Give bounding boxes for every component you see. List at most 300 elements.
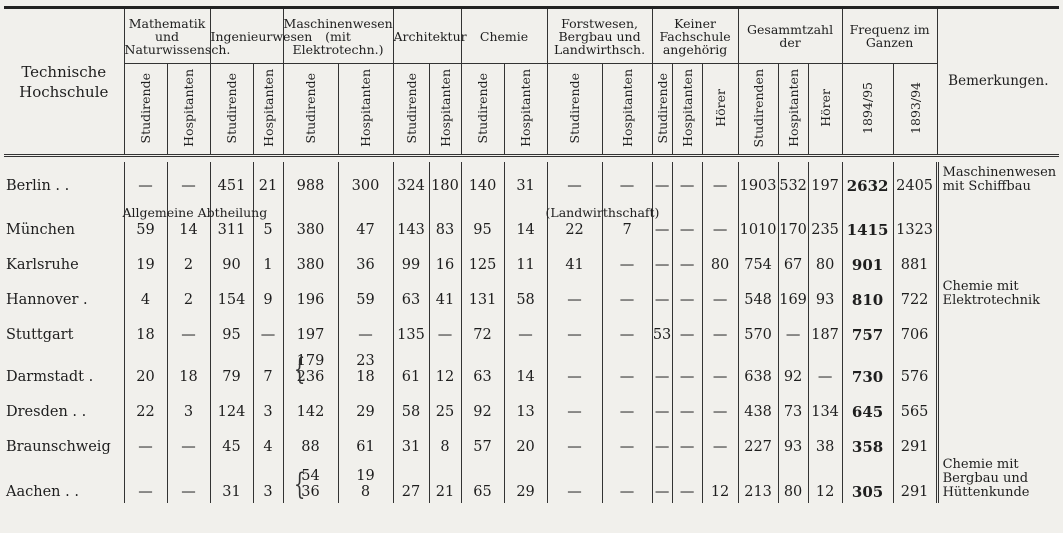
- table-cell: [702, 276, 738, 311]
- cell-value: 380: [296, 222, 325, 238]
- cell-value: 80: [710, 257, 730, 273]
- cell-value: 22: [565, 222, 584, 238]
- table-cell: [778, 162, 808, 197]
- table-cell: [808, 241, 842, 276]
- table-cell: [652, 423, 672, 458]
- subheader-label: Hospitanten: [619, 69, 635, 147]
- header-group-maschinen: Maschinenwesen (mit Elektrotechn.): [283, 8, 393, 64]
- cell-value: —: [654, 404, 670, 420]
- cell-value: 142: [296, 404, 325, 420]
- table-cell: [672, 162, 702, 197]
- cell-value: —: [712, 292, 728, 308]
- cell-value: 196: [296, 292, 325, 308]
- cell-value: 358: [851, 438, 884, 456]
- remark: [937, 241, 1059, 276]
- table-cell: [504, 241, 547, 276]
- cell-value: 532: [779, 178, 807, 194]
- table-cell: [842, 311, 893, 346]
- cell-value: 135: [397, 327, 425, 343]
- table-cell: [253, 346, 283, 388]
- table-cell: [393, 276, 429, 311]
- cell-value: 45: [222, 439, 241, 455]
- cell-value: 18: [136, 327, 155, 343]
- cell-value: 235: [811, 222, 839, 238]
- subheader-8-0: [842, 64, 893, 156]
- header-group-chemie: Chemie: [461, 8, 547, 64]
- table-cell: [808, 162, 842, 197]
- table-cell: [778, 346, 808, 388]
- cell-value: 311: [217, 222, 246, 238]
- cell-value: —: [567, 484, 582, 500]
- table-cell: [338, 276, 393, 311]
- school-name: Darmstadt .: [6, 369, 94, 385]
- school-name: Karlsruhe: [6, 257, 79, 273]
- cell-value: —: [785, 327, 801, 343]
- cell-value: —: [712, 439, 728, 455]
- table-cell: [504, 388, 547, 423]
- cell-value: 213: [744, 484, 772, 500]
- cell-value: 20: [516, 439, 535, 455]
- table-cell: [547, 311, 602, 346]
- remark: [937, 388, 1059, 423]
- table-cell: [842, 423, 893, 458]
- cell-line: { 54: [301, 468, 320, 484]
- cell-value: —: [619, 484, 635, 500]
- cell-value: 170: [779, 222, 807, 238]
- table-cell: [672, 423, 702, 458]
- cell-value: —: [619, 292, 635, 308]
- remark: [937, 423, 1059, 458]
- subheader-7-0: [738, 64, 778, 156]
- cell-value: —: [567, 369, 582, 385]
- cell-value: —: [260, 327, 276, 343]
- cell-value: 19: [136, 257, 155, 273]
- subheader-6-0: [652, 64, 672, 156]
- table-cell: [504, 276, 547, 311]
- cell-value: —: [619, 257, 635, 273]
- cell-value: 99: [401, 257, 421, 273]
- table-cell: [253, 241, 283, 276]
- table-cell: [893, 162, 937, 197]
- table-cell: [167, 346, 210, 388]
- table-cell: [429, 423, 461, 458]
- subheader-7-2: [808, 64, 842, 156]
- table-cell: [210, 423, 253, 458]
- table-cell: [504, 197, 547, 241]
- cell-line: 23: [356, 353, 375, 369]
- table-cell: [124, 311, 167, 346]
- subheader-4-1: [504, 64, 547, 156]
- table-cell: [210, 388, 253, 423]
- table-cell: [283, 423, 338, 458]
- table-cell: [672, 346, 702, 388]
- cell-value: 1415: [846, 221, 889, 239]
- remark: [937, 276, 1059, 311]
- table-cell: [808, 458, 842, 503]
- table-cell: [461, 197, 504, 241]
- table-cell: [253, 311, 283, 346]
- cell-value: —: [358, 327, 373, 343]
- table-cell: [672, 311, 702, 346]
- cell-value: —: [654, 257, 670, 273]
- table-cell: [547, 423, 602, 458]
- table-cell: [504, 423, 547, 458]
- cell-value: 438: [744, 404, 772, 420]
- table-cell: [124, 458, 167, 503]
- cell-value: —: [679, 222, 695, 238]
- cell-value: 180: [431, 178, 459, 194]
- table-cell: [602, 423, 652, 458]
- cell-value: 722: [900, 292, 929, 308]
- cell-value: 645: [851, 403, 884, 421]
- cell-value: 300: [351, 178, 380, 194]
- table-cell: [283, 388, 338, 423]
- cell-value: 227: [744, 439, 772, 455]
- table-cell: [253, 423, 283, 458]
- table-cell: [124, 423, 167, 458]
- cell-value: 7: [622, 222, 632, 238]
- cell-value: —: [138, 484, 153, 500]
- table-cell: [429, 162, 461, 197]
- table-cell: [338, 423, 393, 458]
- cell-value: —: [567, 292, 582, 308]
- table-cell: [124, 276, 167, 311]
- subheader-3-0: [393, 64, 429, 156]
- cell-value: 31: [401, 439, 421, 455]
- table-cell: [504, 162, 547, 197]
- cell-value: 706: [900, 327, 929, 343]
- cell-value: —: [654, 178, 670, 194]
- subheader-1-1: [253, 64, 283, 156]
- frequency-table: [4, 6, 1059, 503]
- table-cell: [393, 458, 429, 503]
- cell-value: —: [654, 439, 670, 455]
- school-name: Berlin . .: [6, 178, 70, 194]
- cell-value: 18: [179, 369, 198, 385]
- table-cell: [602, 162, 652, 197]
- table-cell: [602, 388, 652, 423]
- table-cell: [429, 276, 461, 311]
- cell-value: 58: [401, 404, 421, 420]
- remark-text: Chemie mit Bergbau und Hüttenkunde: [942, 457, 1030, 500]
- cell-value: —: [619, 369, 635, 385]
- cell-value: 3: [183, 404, 194, 420]
- cell-value: 73: [783, 404, 803, 420]
- cell-value: 754: [744, 257, 772, 273]
- table-row: [4, 423, 1059, 458]
- cell-value: —: [567, 439, 582, 455]
- remark-text: Chemie mit Elektrotechnik: [942, 279, 1041, 308]
- cell-value: 3: [263, 484, 273, 500]
- table-cell: [702, 241, 738, 276]
- table-cell: [778, 197, 808, 241]
- subheader-7-1: [778, 64, 808, 156]
- cell-value: 95: [222, 327, 241, 343]
- cell-value: —: [679, 369, 695, 385]
- cell-value: 38: [815, 439, 835, 455]
- table-cell: [778, 241, 808, 276]
- cell-value: 4: [263, 439, 273, 455]
- cell-value: 80: [815, 257, 835, 273]
- table-cell: [778, 388, 808, 423]
- cell-value: 2: [183, 257, 194, 273]
- table-cell: [672, 241, 702, 276]
- cell-value: —: [712, 404, 728, 420]
- table-cell: [893, 241, 937, 276]
- table-cell: [738, 311, 778, 346]
- cell-value: —: [654, 369, 670, 385]
- cell-value: —: [654, 484, 670, 500]
- table-cell: [393, 346, 429, 388]
- subheader-label: Studirende: [475, 72, 491, 144]
- table-cell: [547, 276, 602, 311]
- cell-value: 124: [217, 404, 246, 420]
- table-cell: [210, 276, 253, 311]
- cell-value: —: [181, 484, 196, 500]
- cell-value: 31: [516, 178, 535, 194]
- table-cell: [393, 162, 429, 197]
- subheader-label: Hospitanten: [679, 69, 695, 147]
- table-cell: [778, 311, 808, 346]
- cell-value: 13: [516, 404, 535, 420]
- cell-value: 22: [136, 404, 155, 420]
- table-cell: [504, 346, 547, 388]
- table-cell: [672, 458, 702, 503]
- frequency-table-page: [4, 6, 1059, 528]
- remark: [937, 458, 1059, 503]
- table-cell: [702, 458, 738, 503]
- cell-value: 638: [744, 369, 772, 385]
- table-cell: [893, 346, 937, 388]
- header-group-forst: Forstwesen, Bergbau und Landwirthsch.: [547, 8, 652, 64]
- table-cell: [547, 388, 602, 423]
- header-group-architektur: Architektur: [393, 8, 461, 64]
- remark: [937, 311, 1059, 346]
- table-cell: [738, 458, 778, 503]
- table-cell: [893, 388, 937, 423]
- table-cell: [253, 458, 283, 503]
- table-cell: [167, 423, 210, 458]
- table-cell: [461, 346, 504, 388]
- cell-value: 881: [900, 257, 929, 273]
- table-cell: [429, 197, 461, 241]
- remark: [937, 346, 1059, 388]
- table-cell: [167, 241, 210, 276]
- cell-value: 58: [516, 292, 535, 308]
- table-cell: [842, 458, 893, 503]
- cell-value: 41: [435, 292, 455, 308]
- table-cell: [702, 197, 738, 241]
- table-cell: [808, 311, 842, 346]
- remark: [937, 162, 1059, 197]
- cell-value: 730: [851, 368, 884, 386]
- cell-value: 9: [263, 292, 273, 308]
- cell-line: 18: [356, 369, 375, 385]
- cell-value: 21: [258, 178, 278, 194]
- subheader-label: Hospitanten: [518, 69, 534, 147]
- cell-line: 36: [301, 484, 320, 500]
- table-cell: [210, 162, 253, 197]
- cell-value: —: [679, 327, 695, 343]
- cell-value: 36: [356, 257, 375, 273]
- header-group-frequenz: Frequenz im Ganzen: [842, 8, 937, 64]
- cell-value: 291: [900, 439, 929, 455]
- cell-value: 53: [652, 327, 672, 343]
- subheader-1-0: [210, 64, 253, 156]
- cell-value: 134: [811, 404, 839, 420]
- subheader-6-1: [672, 64, 702, 156]
- subheader-label: Studirende: [138, 72, 153, 144]
- table-cell: [461, 276, 504, 311]
- table-cell: [672, 276, 702, 311]
- subheader-4-0: [461, 64, 504, 156]
- table-cell: [338, 241, 393, 276]
- header-group-gesammt: Gesammtzahl der: [738, 8, 842, 64]
- table-cell: [210, 346, 253, 388]
- table-cell: [893, 423, 937, 458]
- cell-value: 197: [811, 178, 839, 194]
- cell-value: 41: [565, 257, 584, 273]
- subheader-label: Hospitanten: [260, 69, 276, 147]
- cell-value: 31: [222, 484, 241, 500]
- cell-value: 57: [473, 439, 492, 455]
- table-cell: [338, 458, 393, 503]
- table-cell: [738, 388, 778, 423]
- table-cell: [842, 276, 893, 311]
- table-cell: [652, 241, 672, 276]
- cell-annotation: (Landwirthschaft): [545, 205, 660, 220]
- subheader-label: Studirende: [654, 72, 670, 144]
- table-cell: [652, 276, 672, 311]
- cell-value: 324: [397, 178, 425, 194]
- cell-value: —: [712, 369, 728, 385]
- cell-value: 810: [851, 291, 884, 309]
- subheader-label: Hospitanten: [181, 69, 196, 147]
- table-row: [4, 346, 1059, 388]
- table-cell: [842, 346, 893, 388]
- subheader-label: Hörer: [817, 89, 833, 127]
- table-cell: [547, 346, 602, 388]
- cell-value: 140: [468, 178, 497, 194]
- cell-value: 12: [815, 484, 835, 500]
- cell-value: —: [181, 178, 196, 194]
- table-row: [4, 311, 1059, 346]
- cell-value: 14: [516, 369, 535, 385]
- school-name: Braunschweig: [6, 439, 111, 455]
- subheader-label: Hörer: [712, 89, 728, 127]
- cell-value: 2: [183, 292, 194, 308]
- table-cell: [429, 241, 461, 276]
- cell-value: 12: [435, 369, 455, 385]
- cell-value: —: [654, 292, 670, 308]
- header-group-keiner: Keiner Fachschule angehörig: [652, 8, 738, 64]
- table-cell: [602, 241, 652, 276]
- table-cell: [393, 311, 429, 346]
- school-name: Aachen . .: [6, 484, 79, 500]
- table-cell: [283, 241, 338, 276]
- remark-text: Maschinenwesen mit Schiffbau: [942, 165, 1057, 194]
- table-cell: [283, 311, 338, 346]
- table-cell: [283, 346, 338, 388]
- table-cell: [338, 346, 393, 388]
- cell-value: 83: [435, 222, 455, 238]
- cell-value: 93: [815, 292, 835, 308]
- table-cell: [778, 276, 808, 311]
- cell-value: 2632: [846, 177, 889, 195]
- table-cell: [429, 311, 461, 346]
- cell-value: 67: [783, 257, 803, 273]
- table-cell: [602, 346, 652, 388]
- table-cell: [210, 241, 253, 276]
- cell-value: —: [619, 178, 635, 194]
- cell-value: —: [679, 178, 695, 194]
- subheader-label: Studirende: [403, 72, 419, 144]
- cell-value: 16: [435, 257, 455, 273]
- table-cell: [738, 241, 778, 276]
- cell-value: 29: [516, 484, 535, 500]
- table-cell: [461, 458, 504, 503]
- table-cell: [893, 458, 937, 503]
- table-cell: [738, 276, 778, 311]
- cell-value: —: [518, 327, 533, 343]
- subheader-3-1: [429, 64, 461, 156]
- cell-value: 61: [401, 369, 421, 385]
- cell-value: 380: [296, 257, 325, 273]
- table-row: [4, 197, 1059, 241]
- table-cell: [893, 311, 937, 346]
- table-cell: [167, 388, 210, 423]
- cell-value: 21: [435, 484, 455, 500]
- cell-value: 3: [263, 404, 273, 420]
- table-cell: [283, 276, 338, 311]
- cell-value: —: [679, 404, 695, 420]
- cell-value: 1903: [739, 178, 777, 194]
- cell-value: 197: [296, 327, 325, 343]
- table-cell: [672, 197, 702, 241]
- table-cell: [738, 423, 778, 458]
- table-cell: [283, 162, 338, 197]
- cell-value: 47: [356, 222, 375, 238]
- cell-value: 576: [900, 369, 929, 385]
- table-row: [4, 162, 1059, 197]
- subheader-label: Hospitanten: [358, 69, 374, 147]
- table-cell: [253, 276, 283, 311]
- cell-value: —: [712, 222, 728, 238]
- cell-value: —: [138, 178, 153, 194]
- table-cell: [393, 423, 429, 458]
- table-cell: [461, 162, 504, 197]
- table-cell: [672, 388, 702, 423]
- table-cell: [429, 388, 461, 423]
- table-cell: [393, 241, 429, 276]
- table-cell: [602, 311, 652, 346]
- cell-value: 565: [900, 404, 929, 420]
- table-cell: [124, 388, 167, 423]
- table-cell: [808, 197, 842, 241]
- table-cell: [283, 458, 338, 503]
- cell-value: 92: [783, 369, 803, 385]
- cell-value: 1323: [896, 222, 934, 238]
- table-cell: [167, 458, 210, 503]
- table-cell: [461, 388, 504, 423]
- table-cell: [652, 311, 672, 346]
- table-cell: [124, 346, 167, 388]
- table-cell: [283, 197, 338, 241]
- table-cell: [893, 197, 937, 241]
- table-cell: [547, 458, 602, 503]
- cell-value: 1010: [739, 222, 777, 238]
- subheader-5-0: [547, 64, 602, 156]
